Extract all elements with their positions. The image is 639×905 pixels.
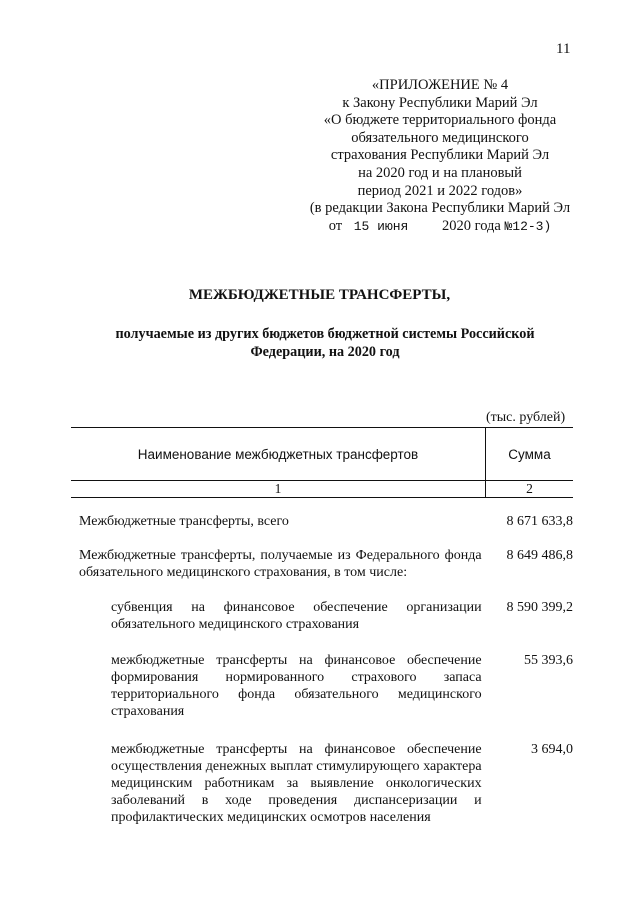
law-date-prefix: от bbox=[328, 217, 343, 234]
table-row bbox=[71, 652, 573, 720]
appendix-header bbox=[290, 77, 590, 235]
row-name: Межбюджетные трансферты, получаемые из Федерального фонда обязательного медицинского страхования, в том числе: bbox=[79, 548, 482, 580]
header-name: Наименование межбюджетных трансфертов bbox=[71, 428, 486, 480]
appendix-line: период 2021 и 2022 годов» bbox=[357, 182, 523, 199]
header-sum: Сумма bbox=[508, 446, 551, 462]
table-header bbox=[71, 427, 573, 498]
row-amount: 8 649 486,8 bbox=[506, 548, 573, 563]
table-row bbox=[71, 599, 573, 633]
law-date-day: 15 июня bbox=[353, 218, 409, 234]
appendix-line: к Закону Республики Марий Эл bbox=[342, 94, 538, 111]
document-title: МЕЖБЮДЖЕТНЫЕ ТРАНСФЕРТЫ, bbox=[188, 287, 451, 303]
column-number-1: 1 bbox=[71, 481, 486, 497]
header-row bbox=[71, 427, 573, 481]
page-number: 11 bbox=[556, 41, 571, 57]
column-number-2: 2 bbox=[526, 481, 533, 496]
appendix-line: на 2020 год и на плановый bbox=[358, 164, 522, 181]
appendix-line: (в редакции Закона Республики Марий Эл bbox=[309, 200, 571, 217]
row-amount: 8 590 399,2 bbox=[506, 600, 573, 615]
column-number-row bbox=[71, 481, 573, 498]
row-name: субвенция на финансовое обеспечение организации обязательного медицинского страхования bbox=[111, 600, 482, 632]
law-number: №12-3) bbox=[504, 218, 552, 234]
appendix-line: «О бюджете территориального фонда bbox=[323, 112, 557, 129]
table-body bbox=[71, 513, 573, 826]
row-amount: 55 393,6 bbox=[524, 653, 573, 668]
table-row bbox=[71, 741, 573, 826]
row-amount: 8 671 633,8 bbox=[506, 514, 573, 529]
units-label: (тыс. рублей) bbox=[486, 410, 566, 425]
appendix-line: страхования Республики Марий Эл bbox=[330, 147, 550, 164]
law-date-line bbox=[290, 218, 590, 236]
document-subtitle: получаемые из других бюджетов бюджетной системы Российской Федерации, на 2020 год bbox=[115, 326, 535, 360]
appendix-line: обязательного медицинского bbox=[351, 129, 529, 146]
row-name: Межбюджетные трансферты, всего bbox=[79, 514, 289, 529]
table-row bbox=[71, 513, 573, 530]
row-name: межбюджетные трансферты на финансовое обеспечение формирования нормированного страхового запаса территориального фонда обязательного медицинского страхования bbox=[111, 653, 482, 719]
law-date-year: 2020 года bbox=[441, 217, 501, 234]
table-row bbox=[71, 547, 573, 581]
appendix-line: «ПРИЛОЖЕНИЕ № 4 bbox=[371, 77, 509, 93]
row-amount: 3 694,0 bbox=[531, 742, 573, 757]
row-name: межбюджетные трансферты на финансовое обеспечение осуществления денежных выплат стимулирующего характера медицинским работникам за выявление онкологических заболеваний в ходе проведения диспансеризации и профилактических медицинских осмотров населения bbox=[111, 742, 482, 825]
